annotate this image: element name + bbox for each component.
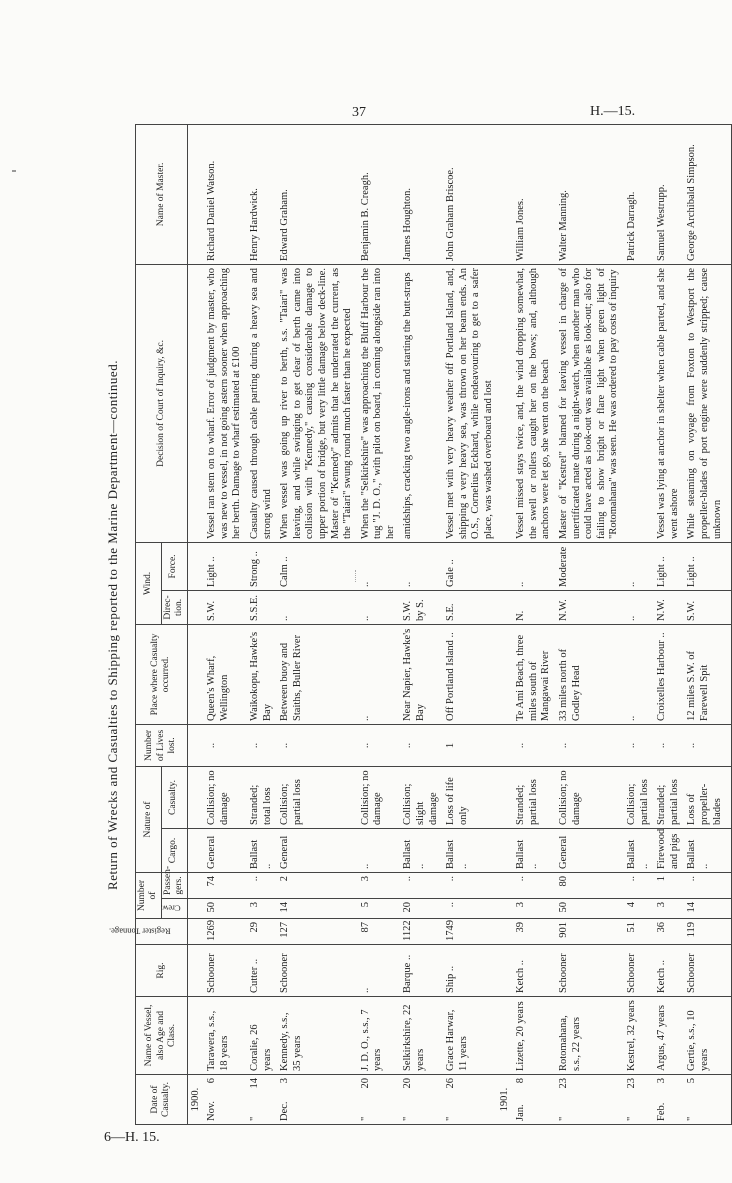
cell-rig: Ketch .. <box>652 945 682 997</box>
cell-name: J. D. O., s.s., 7 years <box>356 997 399 1075</box>
cell-name: Tarawera, s.s., 18 years <box>202 997 245 1075</box>
cell-lives: .. <box>398 724 441 766</box>
cell-place: Croixelles Harbour .. <box>652 624 682 724</box>
date-month: Feb. <box>656 1102 668 1121</box>
cell-rig: Schooner <box>202 945 245 997</box>
cell-cargo: Ballast .. <box>245 828 275 872</box>
cell-crew: 5 <box>356 899 399 919</box>
cell-decision <box>622 264 652 542</box>
cell-lives: .. <box>245 724 275 766</box>
cell-name: Kennedy, s.s., 35 years <box>275 997 356 1075</box>
cell-crew: 4 <box>622 899 652 919</box>
date-day: 6 <box>206 1078 218 1084</box>
cell-master: Benjamin B. Creagh. <box>356 124 399 264</box>
header-wind: Wind. <box>136 542 162 624</box>
cell-cargo: Ballast .. <box>511 828 554 872</box>
header-date: Date of Casualty. <box>136 1075 188 1125</box>
cell-rig: Barque .. <box>398 945 441 997</box>
cell-date <box>398 1075 441 1125</box>
cell-crew: 3 <box>511 899 554 919</box>
year-label: 1900. <box>187 1075 202 1125</box>
cell-decision: Casualty caused through cable parting during a heavy sea and strong wind <box>245 264 275 542</box>
header-master: Name of Master. <box>136 124 188 264</box>
cell-cargo: Firewood and pigs <box>652 828 682 872</box>
table-row <box>275 124 356 1124</box>
cell-date <box>652 1075 682 1125</box>
cell-decision: Vessel was lying at anchor in shelter when cable parted, and she went ashore <box>652 264 682 542</box>
cell-crew: 3 <box>652 899 682 919</box>
table-row <box>511 124 554 1124</box>
date-day: 20 <box>359 1078 371 1089</box>
cell-master: Henry Hardwick. <box>245 124 275 264</box>
date-day: 23 <box>625 1078 637 1089</box>
table-row <box>554 124 622 1124</box>
table-row <box>356 124 399 1124</box>
cell-lives: .. <box>622 724 652 766</box>
cell-date <box>511 1075 554 1125</box>
header-name: Name of Vessel, also Age and Class. <box>136 997 188 1075</box>
cell-date <box>682 1075 725 1125</box>
cell-name: Argus, 47 years <box>652 997 682 1075</box>
header-crew: Crew. <box>161 899 187 919</box>
cell-place: Off Portland Island .. <box>441 624 496 724</box>
cell-casualty: Collision; no damage <box>554 766 622 828</box>
cell-decision: amidships, cracking two angle-irons and starting the butt-straps <box>398 264 441 542</box>
cell-force: Light .. <box>682 542 725 590</box>
cell-place: Near Napier, Hawke's Bay <box>398 624 441 724</box>
header-force: Force. <box>161 542 187 590</box>
cell-tonnage: 51 <box>622 919 652 945</box>
date-month: " <box>359 1116 371 1121</box>
cell-casualty: Collision; no damage <box>356 766 399 828</box>
cell-force: .. <box>622 542 652 590</box>
cell-master: James Houghton. <box>398 124 441 264</box>
cell-name: Selkirkshire, 22 years <box>398 997 441 1075</box>
cell-passengers: .. <box>511 872 554 898</box>
table-title: Return of Wrecks and Casualties to Shipping reported to the Marine Department—continued. <box>105 360 120 890</box>
header-lives: Number of Lives lost. <box>136 724 188 766</box>
cell-casualty: Collision; slight damage <box>398 766 441 828</box>
date-day: 20 <box>402 1078 414 1089</box>
cell-date <box>356 1075 399 1125</box>
cell-passengers: .. <box>398 872 441 898</box>
cell-decision: When the "Selkirkshire" was approaching the Bluff Harbour the tug "J. D. O.," with pilot on board, in coming alongside ran into her <box>356 264 399 542</box>
cell-lives: 1 <box>441 724 496 766</box>
table-row <box>202 124 245 1124</box>
cell-cargo: Ballast .. <box>622 828 652 872</box>
cell-direction: N. <box>511 590 554 624</box>
date-month: " <box>248 1116 260 1121</box>
cell-name: Kestrel, 32 years <box>622 997 652 1075</box>
cell-place: Waikokopu, Hawke's Bay <box>245 624 275 724</box>
cell-passengers: .. <box>682 872 725 898</box>
date-day: 8 <box>515 1078 527 1084</box>
cell-direction: N.W. <box>554 590 622 624</box>
cell-passengers: 1 <box>652 872 682 898</box>
cell-cargo: .. <box>356 828 399 872</box>
cell-passengers: .. <box>622 872 652 898</box>
cell-name: Rotomahana, s.s., 22 years <box>554 997 622 1075</box>
cell-force: Calm .. <box>275 542 356 590</box>
cell-rig: Cutter .. <box>245 945 275 997</box>
cell-tonnage: 901 <box>554 919 622 945</box>
cell-direction: N.W. <box>652 590 682 624</box>
cell-decision: Vessel ran stem on to wharf. Error of judgment by master, who was new to vessel, in not going astern sooner when approaching her berth. Damage to wharf estimated at £100 <box>202 264 245 542</box>
date-month: Dec. <box>279 1101 291 1121</box>
table-body <box>187 124 732 1124</box>
cell-lives: .. <box>652 724 682 766</box>
cell-place: .. <box>356 624 399 724</box>
year-row-1900 <box>187 124 202 1124</box>
cell-direction: S.S.E. <box>245 590 275 624</box>
cell-rig: Ship .. <box>441 945 496 997</box>
table-row <box>622 124 652 1124</box>
date-day: 5 <box>686 1078 698 1084</box>
cell-lives: .. <box>356 724 399 766</box>
cell-place: Between buoy and Staiths, Buller River <box>275 624 356 724</box>
cell-rig: Schooner <box>622 945 652 997</box>
cell-force: .. <box>356 542 399 590</box>
header-nature-of: Nature of <box>136 766 162 872</box>
cell-rig: Ketch .. <box>511 945 554 997</box>
date-day: 14 <box>248 1078 260 1089</box>
table-row <box>245 124 275 1124</box>
cell-date <box>554 1075 622 1125</box>
cell-tonnage: 87 <box>356 919 399 945</box>
cell-place: 12 miles S.W. of Farewell Spit <box>682 624 725 724</box>
header-place: Place where Casualty occurred. <box>136 624 188 724</box>
cell-direction: .. <box>356 590 399 624</box>
date-month: Jan. <box>515 1104 527 1121</box>
cell-passengers: 3 <box>356 872 399 898</box>
cell-casualty: Collision; partial loss <box>275 766 356 828</box>
cell-place: 33 miles north of Godley Head <box>554 624 622 724</box>
cell-cargo: Ballast .. <box>441 828 496 872</box>
cell-master: George Archibald Simpson. <box>682 124 725 264</box>
cell-name: Coralie, 26 years <box>245 997 275 1075</box>
date-day: 26 <box>445 1078 457 1089</box>
cell-force: Light .. <box>202 542 245 590</box>
cell-casualty: Stranded; partial loss <box>652 766 682 828</box>
cell-casualty: Loss of life only <box>441 766 496 828</box>
year-label: 1901. <box>497 1075 512 1125</box>
cell-cargo: Ballast .. <box>398 828 441 872</box>
cell-direction: .. <box>622 590 652 624</box>
table-row <box>682 124 725 1124</box>
cell-date <box>245 1075 275 1125</box>
cell-passengers: .. <box>441 872 496 898</box>
cell-tonnage: 39 <box>511 919 554 945</box>
cell-rig: Schooner <box>275 945 356 997</box>
cell-force: .. <box>511 542 554 590</box>
cell-crew: 14 <box>275 899 356 919</box>
cell-rig: Schooner <box>682 945 725 997</box>
cell-tonnage: 127 <box>275 919 356 945</box>
cell-lives: .. <box>202 724 245 766</box>
cell-crew: 50 <box>202 899 245 919</box>
cell-place: Te Ami Beach, three miles south of Mangawai River <box>511 624 554 724</box>
cell-tonnage: 119 <box>682 919 725 945</box>
date-month: " <box>625 1116 637 1121</box>
header-direction: Direc- tion. <box>161 590 187 624</box>
cell-casualty: Stranded; partial loss <box>511 766 554 828</box>
date-month: Nov. <box>206 1100 218 1121</box>
cell-direction: S.W. <box>682 590 725 624</box>
cell-force: Light .. <box>652 542 682 590</box>
cell-date <box>441 1075 496 1125</box>
cell-passengers: 74 <box>202 872 245 898</box>
cell-decision: When vessel was going up river to berth, s.s. "Taiari" was leaving, and while swinging to get clear of berth came into collision with "Kennedy," causing considerable damage to upper portion of bridge, but very little damage below deck-line. Master of "Kennedy" admits that he underrated the current, as the "Taiari" swung round much faster than he expected <box>275 264 356 542</box>
cell-name: Lizette, 20 years <box>511 997 554 1075</box>
cell-master: Patrick Darragh. <box>622 124 652 264</box>
cell-place: .. <box>622 624 652 724</box>
scan-speck <box>12 170 16 172</box>
cell-crew: .. <box>441 899 496 919</box>
cell-tonnage: 1269 <box>202 919 245 945</box>
page-number: 37 <box>352 105 366 120</box>
cell-name: Gertie, s.s., 10 years <box>682 997 725 1075</box>
cell-rig: .. <box>356 945 399 997</box>
header-tonnage: Register Tonnage. <box>136 919 188 945</box>
year-row-1901 <box>497 124 512 1124</box>
date-month: " <box>686 1116 698 1121</box>
cell-master: Richard Daniel Watson. <box>202 124 245 264</box>
header-number-of: Number of <box>136 872 162 918</box>
cell-date <box>275 1075 356 1125</box>
cell-direction: S.E. <box>441 590 496 624</box>
cell-force: Gale .. <box>441 542 496 590</box>
cell-tonnage: 36 <box>652 919 682 945</box>
cell-lives: .. <box>554 724 622 766</box>
cell-tonnage: 1122 <box>398 919 441 945</box>
header-casualty: Casualty. <box>161 766 187 828</box>
table-row <box>652 124 682 1124</box>
cell-passengers: .. <box>245 872 275 898</box>
cell-direction: S.W. by S. <box>398 590 441 624</box>
cell-crew: 20 <box>398 899 441 919</box>
header-cargo: Cargo. <box>161 828 187 872</box>
header-rig: Rig. <box>136 945 188 997</box>
cell-date <box>622 1075 652 1125</box>
document-code: H.—15. <box>590 104 636 119</box>
cell-master: Walter Manning. <box>554 124 622 264</box>
header-passengers: Passen- gers. <box>161 872 187 898</box>
date-month: " <box>402 1116 414 1121</box>
date-day: 23 <box>558 1078 569 1089</box>
date-month: " <box>558 1116 569 1121</box>
cell-force: Moderate <box>554 542 622 590</box>
cell-crew: 3 <box>245 899 275 919</box>
cell-passengers: 2 <box>275 872 356 898</box>
table-row <box>441 124 496 1124</box>
cell-decision: Master of "Kestrel" blamed for leaving vessel in charge of unertificated mate during a night-watch, when another man who could have acted as look-out was available as look-out; also for failing to show bright or flare light when green light of "Rotomahana" was seen. He was ordered to pay costs of inquiry <box>554 264 622 542</box>
cell-casualty: Collision; no damage <box>202 766 245 828</box>
cell-direction: S.W. <box>202 590 245 624</box>
cell-casualty: Loss of propeller-blades <box>682 766 725 828</box>
cell-rig: Schooner <box>554 945 622 997</box>
cell-cargo: General <box>554 828 622 872</box>
cell-master: Edward Graham. <box>275 124 356 264</box>
cell-lives: .. <box>682 724 725 766</box>
header-decision: Decision of Court of Inquiry, &c. <box>136 264 188 542</box>
cell-lives: .. <box>511 724 554 766</box>
table-row <box>398 124 441 1124</box>
cell-passengers: 80 <box>554 872 622 898</box>
cell-casualty: Stranded; total loss <box>245 766 275 828</box>
cell-master: William Jones. <box>511 124 554 264</box>
cell-tonnage: 29 <box>245 919 275 945</box>
cell-casualty: Collision; partial loss <box>622 766 652 828</box>
cell-master: John Graham Briscoe. <box>441 124 496 264</box>
cell-date <box>202 1075 245 1125</box>
date-day: 3 <box>279 1078 291 1084</box>
cell-cargo: Ballast .. <box>682 828 725 872</box>
cell-cargo: General <box>275 828 356 872</box>
cell-force: Strong .. <box>245 542 275 590</box>
cell-decision: Vessel missed stays twice, and, the wind dropping somewhat, the swell or rollers caught her on the bows; and, although anchors were let go, she went on the beach <box>511 264 554 542</box>
date-month: " <box>445 1116 457 1121</box>
cell-decision: While steaming on voyage from Foxton to Westport the propeller-blades of port engine were suddenly stripped; cause unknown <box>682 264 725 542</box>
cell-direction: .. <box>275 590 356 624</box>
rotated-table-frame <box>105 125 723 1125</box>
cell-decision: Vessel met with very heavy weather off Portland Island, and, shipping a very heavy sea, was thrown on her beam ends. An O.S., Cornelius Eckhard, while endeavouring to get to a safer place, was washed overboard and lost <box>441 264 496 542</box>
cell-lives: .. <box>275 724 356 766</box>
cell-crew: 14 <box>682 899 725 919</box>
cell-master: Samuel Westrupp. <box>652 124 682 264</box>
footer-code: 6—H. 15. <box>104 1130 160 1145</box>
cell-place: Queen's Wharf, Wellington <box>202 624 245 724</box>
cell-force: .. <box>398 542 441 590</box>
cell-cargo: General <box>202 828 245 872</box>
date-day: 3 <box>656 1078 668 1084</box>
cell-tonnage: 1749 <box>441 919 496 945</box>
cell-name: Grace Harwar, 11 years <box>441 997 496 1075</box>
table-bottom-rule <box>725 124 732 1124</box>
cell-crew: 50 <box>554 899 622 919</box>
